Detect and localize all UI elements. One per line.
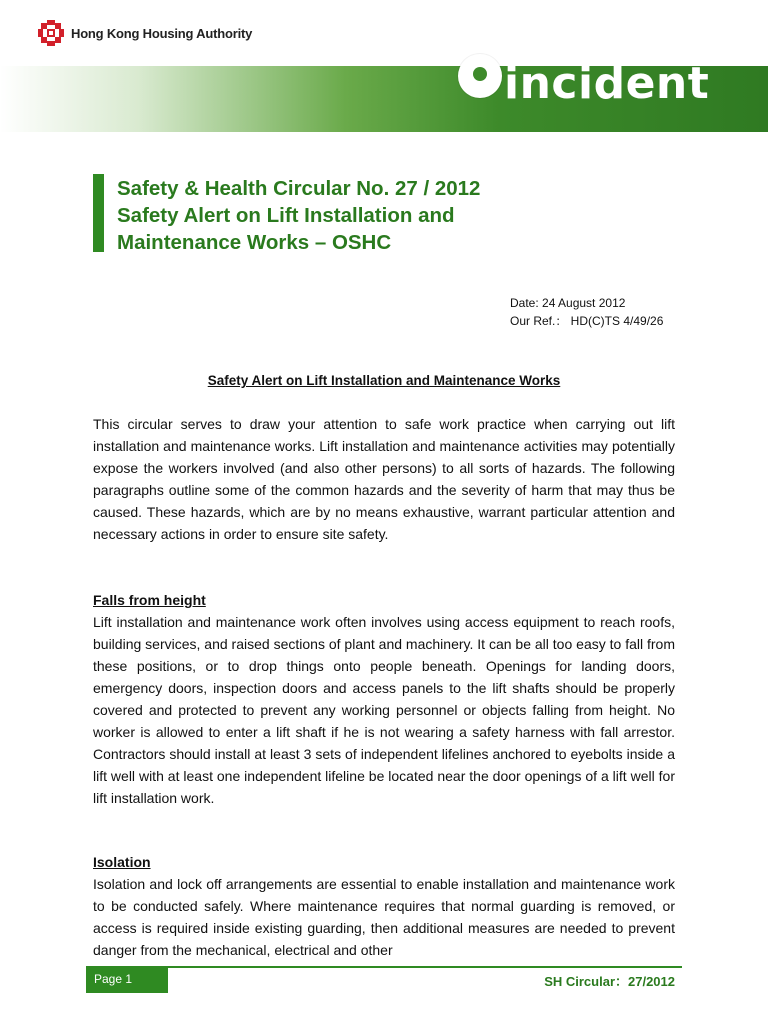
circular-date: Date: 24 August 2012 [510, 296, 626, 310]
housing-authority-logo [38, 20, 252, 46]
incident-wordmark [458, 54, 710, 109]
circular-reference: Our Ref.： HD(C)TS 4/49/26 [510, 314, 664, 328]
document-heading: Safety Alert on Lift Installation and Maintenance Works [207, 373, 561, 388]
footer-divider [86, 966, 682, 968]
section-body-falls: Lift installation and maintenance work often involves using access equipment to reach roofs, building services, and raised sections of plant and machinery. It can be all too easy to fall from these positions, or to drop things onto people beneath. Openings for landing doors, emergency doors, inspection doors and access panels to the lift shafts should be properly covered and protected to prevent any working personnel or objects falling from height. No worker is allowed to enter a lift shaft if he is not wearing a safety harness with fall arrestor. Contractors should install at least 3 sets of independent lifelines anchored to eyebolts inside a lift well with at least one independent lifeline be located near the door openings of a lift well for lift installation work. [93, 614, 675, 806]
incident-circle-icon [458, 54, 502, 98]
title-line-1: Safety & Health Circular No. 27 / 2012 [117, 177, 481, 200]
org-name: Hong Kong Housing Authority [71, 25, 253, 41]
intro-paragraph: This circular serves to draw your attention to safe work practice when carrying out lift installation and maintenance works. Lift installation and maintenance activities may potentially expose the workers involved (and also other persons) to all sorts of hazards. The following paragraphs outline some of the common hazards and the severity of harm that may thus be caused. These hazards, which are by no means exhaustive, warrant particular attention and necessary actions in order to ensure site safety. [93, 416, 675, 542]
title-accent-bar [93, 174, 104, 252]
incident-word: incident [504, 58, 710, 109]
housing-authority-emblem-icon [38, 20, 64, 46]
section-heading-isolation: Isolation [93, 854, 151, 870]
page-number: Page 1 [86, 967, 168, 993]
section-heading-falls: Falls from height [93, 592, 206, 608]
section-body-isolation: Isolation and lock off arrangements are essential to enable installation and maintenance work to be conducted safely. Where maintenance requires that normal guarding is removed, or access is required inside existing guarding, then additional measures are needed to prevent danger from the mechanical, electrical and other [93, 876, 675, 958]
circular-title [117, 175, 480, 256]
title-line-2: Safety Alert on Lift Installation and [117, 204, 455, 227]
title-line-3: Maintenance Works – OSHC [117, 231, 392, 254]
circular-meta [510, 294, 663, 330]
circular-number-footer: SH Circular：27/2012 [544, 974, 675, 989]
